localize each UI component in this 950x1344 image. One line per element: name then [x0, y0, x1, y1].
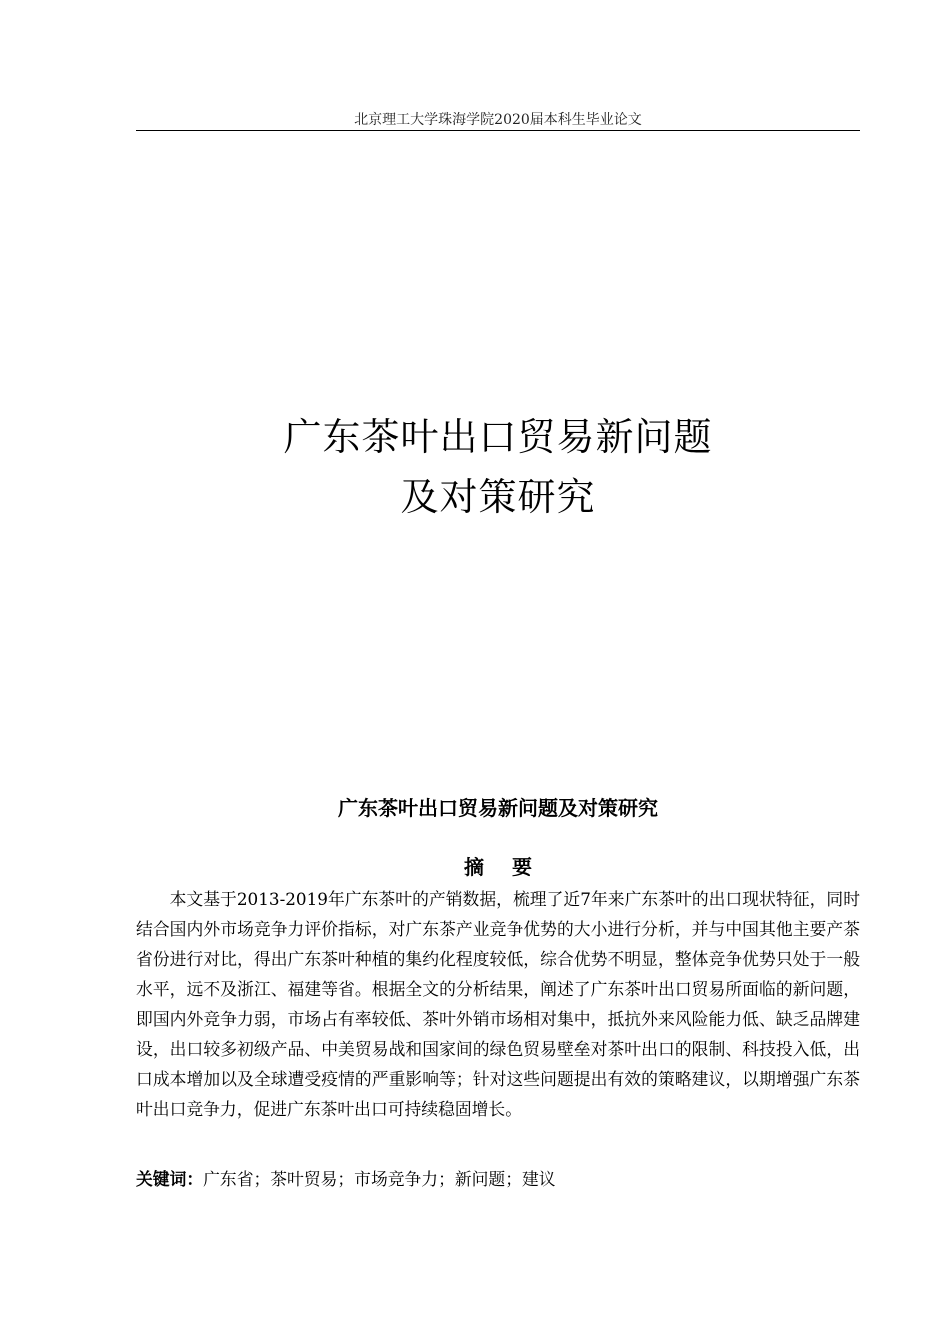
- thesis-title: [136, 407, 860, 527]
- keywords-value: 广东省；茶叶贸易；市场竞争力；新问题；建议: [203, 1169, 556, 1189]
- thesis-title-line-2: 及对策研究: [400, 475, 596, 520]
- abstract-heading: 摘要: [464, 855, 560, 879]
- keywords-label: 关键词：: [136, 1169, 204, 1189]
- running-header: 北京理工大学珠海学院2020届本科生毕业论文: [354, 112, 642, 128]
- keywords-line: [136, 1164, 860, 1194]
- abstract-body: 本文基于2013-2019年广东茶叶的产销数据，梳理了近7年来广东茶叶的出口现状特征，同时结合国内外市场竞争力评价指标，对广东茶产业竞争优势的大小进行分析，并与中国其他主要产茶省份进行对比，得出广东茶叶种植的集约化程度较低，综合优势不明显，整体竞争优势只处于一般水平，远不及浙江、福建等省。根据全文的分析结果，阐述了广东茶叶出口贸易所面临的新问题，即国内外竞争力弱，市场占有率较低、茶叶外销市场相对集中，抵抗外来风险能力低、缺乏品牌建设，出口较多初级产品、中美贸易战和国家间的绿色贸易壁垒对茶叶出口的限制、科技投入低，出口成本增加以及全球遭受疫情的严重影响等；针对这些问题提出有效的策略建议，以期增强广东茶叶出口竞争力，促进广东茶叶出口可持续稳固增长。: [136, 889, 860, 1119]
- header-rule: [136, 130, 860, 131]
- abstract-title: 广东茶叶出口贸易新问题及对策研究: [338, 796, 658, 820]
- thesis-title-line-1: 广东茶叶出口贸易新问题: [283, 415, 713, 460]
